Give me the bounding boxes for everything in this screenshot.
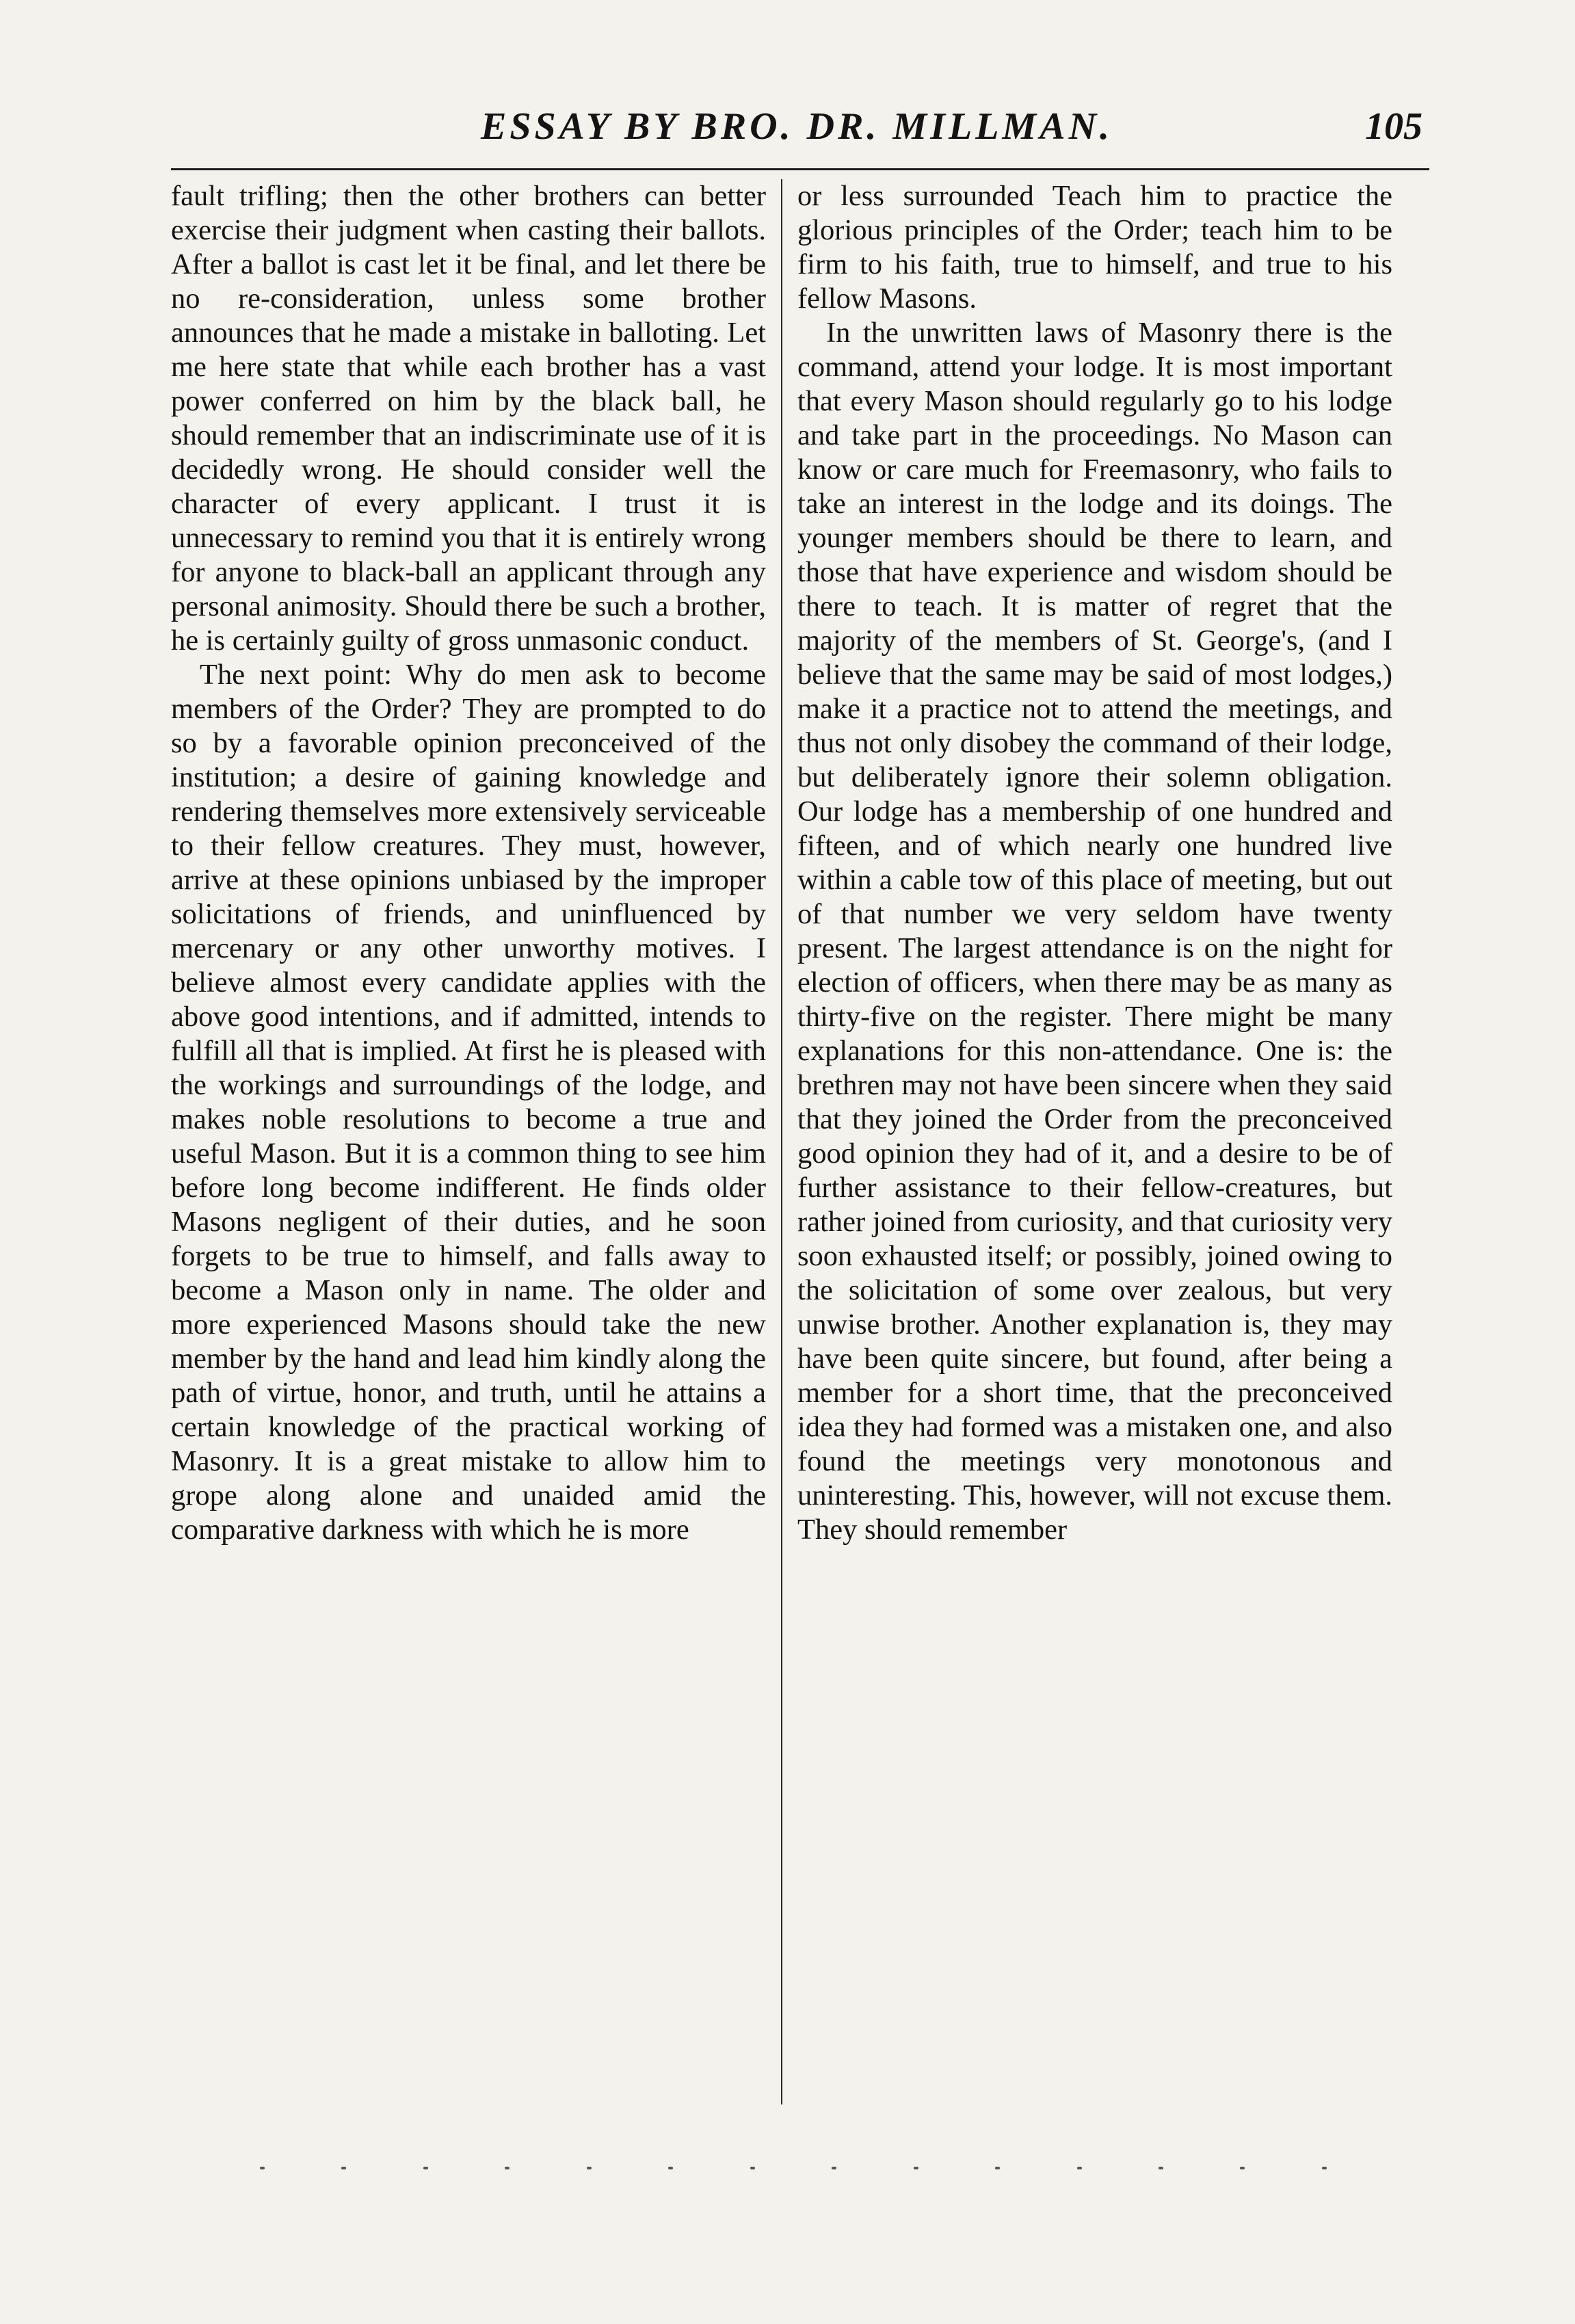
print-specks	[260, 2154, 1327, 2182]
paragraph: fault trifling; then the other brothers can better exercise their judgment when casting their ballots. After a ballot is cast let it be final, and let there be no re-consideration, unless some brother announces that he made a mistake in balloting. Let me here state that while each brother has a vast power conferred on him by the black ball, he should remember that an indiscriminate use of it is decidedly wrong. He should consider well the character of every applicant. I trust it is unnecessary to remind you that it is entirely wrong for anyone to black-ball an applicant through any personal animosity. Should there be such a brother, he is certainly guilty of gross unmasonic conduct.	[171, 180, 766, 657]
running-head	[164, 103, 1429, 157]
column-divider	[781, 179, 782, 2104]
page-title: ESSAY BY BRO. DR. MILLMAN.	[480, 105, 1113, 148]
page-number: 105	[1365, 105, 1422, 148]
paragraph: The next point: Why do men ask to become members of the Order? They are prompted to do so by a favorable opinion preconceived of the institution; a desire of gaining knowledge and rendering themselves more extensively serviceable to their fellow creatures. They must, however, arrive at these opinions unbiased by the improper solicitations of friends, and uninfluenced by mercenary or any other unworthy motives. I believe almost every candidate applies with the above good intentions, and if admitted, intends to fulfill all that is implied. At first he is pleased with the workings and surroundings of the lodge, and makes noble resolutions to become a true and useful Mason. But it is a common thing to see him before long become indifferent. He finds older Masons negligent of their duties, and he soon forgets to be true to himself, and falls away to become a Mason only in name. The older and more experienced Masons should take the new member by the hand and lead him kindly along the path of virtue, honor, and truth, until he attains a certain knowledge of the practical working of Masonry. It is a great mistake to allow him to grope along alone and unaided amid the comparative darkness with which he is more	[171, 659, 766, 1546]
header-rule	[171, 168, 1429, 170]
right-column	[797, 179, 1392, 2115]
left-column	[171, 179, 766, 2115]
paragraph: In the unwritten laws of Masonry there is the command, attend your lodge. It is most important that every Mason should regularly go to his lodge and take part in the proceedings. No Mason can know or care much for Freemasonry, who fails to take an interest in the lodge and its doings. The younger members should be there to learn, and those that have experience and wisdom should be there to teach. It is matter of regret that the majority of the members of St. George's, (and I believe that the same may be said of most lodges,) make it a practice not to attend the meetings, and thus not only disobey the command of their lodge, but deliberately ignore their solemn obligation. Our lodge has a membership of one hundred and fifteen, and of which nearly one hundred live within a cable tow of this place of meeting, but out of that number we very seldom have twenty present. The largest attendance is on the night for election of officers, when there may be as many as thirty-five on the register. There might be many explanations for this non-attendance. One is: the brethren may not have been sincere when they said that they joined the Order from the preconceived good opinion they had of it, and a desire to be of further assistance to their fellow-creatures, but rather joined from curiosity, and that curiosity very soon exhausted itself; or possibly, joined owing to the solicitation of some over zealous, but very unwise brother. Another explanation is, they may have been quite sincere, but found, after being a member for a short time, that the preconceived idea they had formed was a mistaken one, and also found the meetings very monotonous and uninteresting. This, however, will not excuse them. They should remember	[797, 317, 1392, 1546]
paragraph: or less surrounded Teach him to practice the glorious principles of the Order; teach him to be firm to his faith, true to himself, and true to his fellow Masons.	[797, 180, 1392, 315]
